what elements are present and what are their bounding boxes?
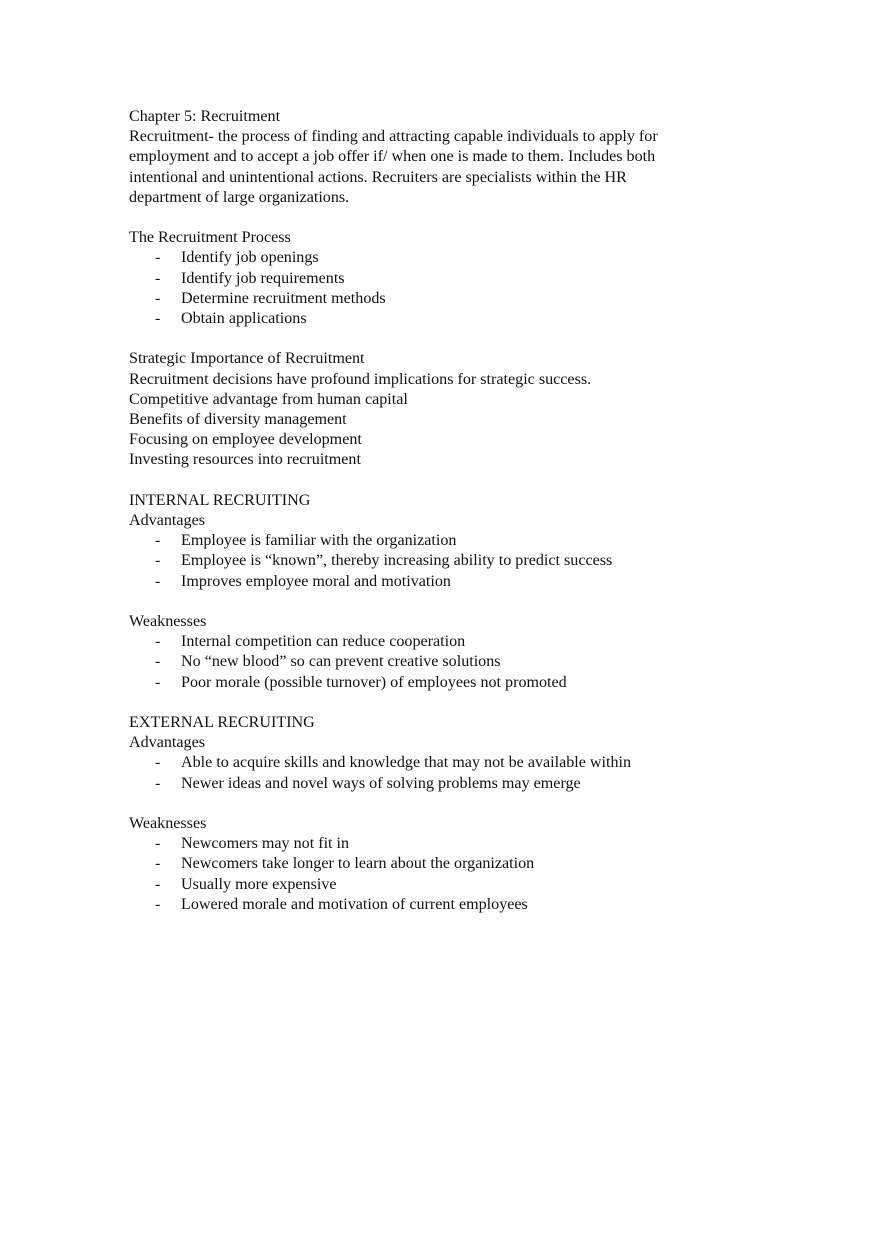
list-item: - Employee is familiar with the organization (129, 531, 729, 551)
strategic-line: Investing resources into recruitment (129, 451, 361, 469)
subheading-advantages: Advantages (129, 512, 205, 530)
spacer (129, 693, 729, 713)
list-item: - Determine recruitment methods (129, 289, 729, 309)
spacer (129, 329, 729, 349)
spacer (129, 208, 729, 228)
section-heading: Strategic Importance of Recruitment (129, 350, 365, 368)
subheading-weaknesses: Weaknesses (129, 815, 207, 833)
dash-icon: - (155, 774, 161, 792)
section-internal-recruiting (129, 491, 729, 693)
internal-weaknesses-list (129, 632, 729, 693)
strategic-line: Competitive advantage from human capital (129, 390, 408, 408)
strategic-line: Benefits of diversity management (129, 411, 347, 429)
list-item: - Obtain applications (129, 309, 729, 329)
list-item: - Newcomers may not fit in (129, 834, 729, 854)
intro-line: Recruitment- the process of finding and attracting capable individuals to apply for (129, 128, 658, 146)
chapter-title: Chapter 5: Recruitment (129, 108, 281, 125)
dash-icon: - (155, 552, 161, 570)
intro-line: intentional and unintentional actions. Recruiters are specialists within the HR (129, 168, 627, 186)
dash-icon: - (155, 875, 161, 893)
list-item: - Internal competition can reduce cooperation (129, 632, 729, 652)
list-item: - Employee is “known”, thereby increasing ability to predict success (129, 551, 729, 571)
strategic-line: Recruitment decisions have profound implications for strategic success. (129, 370, 592, 388)
intro-paragraph (129, 127, 729, 208)
section-strategic-importance (129, 349, 729, 470)
dash-icon: - (155, 633, 161, 651)
external-weaknesses-list (129, 834, 729, 915)
dash-icon: - (155, 855, 161, 873)
internal-advantages-list (129, 531, 729, 592)
subheading-weaknesses: Weaknesses (129, 613, 207, 631)
subheading-advantages: Advantages (129, 734, 205, 752)
section-recruitment-process (129, 228, 729, 329)
list-item: - Usually more expensive (129, 875, 729, 895)
dash-icon: - (155, 754, 161, 772)
dash-icon: - (155, 269, 161, 287)
list-item: - Identify job openings (129, 248, 729, 268)
intro-line: employment and to accept a job offer if/ when one is made to them. Includes both (129, 148, 656, 166)
strategic-line: Focusing on employee development (129, 431, 362, 449)
dash-icon: - (155, 289, 161, 307)
section-heading: EXTERNAL RECRUITING (129, 714, 315, 732)
section-heading: INTERNAL RECRUITING (129, 491, 311, 509)
process-list (129, 248, 729, 329)
dash-icon: - (155, 532, 161, 550)
spacer (129, 794, 729, 814)
list-item: - Able to acquire skills and knowledge that may not be available within (129, 753, 729, 773)
document-page (129, 107, 729, 915)
dash-icon: - (155, 249, 161, 267)
list-item: - No “new blood” so can prevent creative solutions (129, 652, 729, 672)
external-advantages-list (129, 753, 729, 793)
list-item: - Lowered morale and motivation of current employees (129, 895, 729, 915)
intro-line: department of large organizations. (129, 188, 350, 206)
list-item: - Poor morale (possible turnover) of employees not promoted (129, 673, 729, 693)
list-item: - Improves employee moral and motivation (129, 572, 729, 592)
dash-icon: - (155, 572, 161, 590)
list-item: - Newer ideas and novel ways of solving problems may emerge (129, 774, 729, 794)
spacer (129, 592, 729, 612)
list-item: - Newcomers take longer to learn about the organization (129, 854, 729, 874)
dash-icon: - (155, 895, 161, 913)
dash-icon: - (155, 835, 161, 853)
spacer (129, 471, 729, 491)
list-item: - Identify job requirements (129, 269, 729, 289)
dash-icon: - (155, 673, 161, 691)
dash-icon: - (155, 310, 161, 328)
section-heading: The Recruitment Process (129, 229, 291, 247)
section-external-recruiting (129, 713, 729, 915)
dash-icon: - (155, 653, 161, 671)
